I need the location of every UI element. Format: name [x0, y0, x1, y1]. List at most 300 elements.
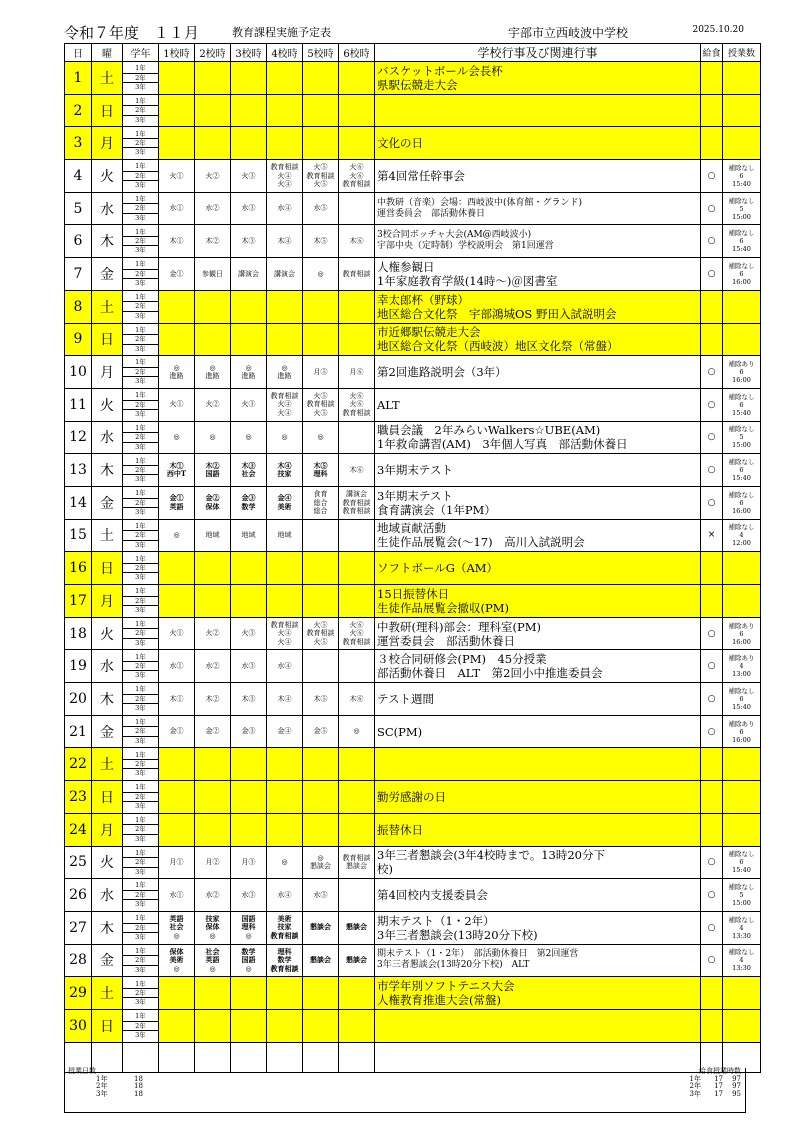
meal-cell [701, 62, 723, 95]
grade-label: 3年 [123, 474, 158, 483]
grade-cell [123, 617, 159, 650]
classes-cell [723, 290, 761, 323]
classes-cell [723, 454, 761, 487]
meal-cell: ○ [701, 421, 723, 454]
grade-cell [123, 519, 159, 552]
grade-label: 3年 [123, 965, 158, 974]
meal-cell: ○ [701, 225, 723, 258]
period-text: 火⑤ [313, 163, 328, 172]
footer-total-row: 1年 17 97 [689, 1074, 741, 1083]
weekday-cell: 金 [92, 944, 123, 977]
event-line: SC(PM) [377, 724, 423, 739]
period-cell [231, 323, 267, 356]
period-cell [267, 879, 303, 912]
table-row [65, 62, 761, 95]
period-text: 火① [169, 171, 184, 180]
period-cell [231, 911, 267, 944]
period-cell [195, 258, 231, 291]
footer-day-count: 3年 18 [96, 1089, 143, 1098]
weekday-cell: 土 [92, 748, 123, 781]
event-line: 1年救命講習(AM) 3年個人写真 部活動休養日 [377, 437, 628, 452]
event-line: 生徒作品展覧会撤収(PM) [377, 600, 509, 615]
period-text: 火⑥ [349, 391, 364, 400]
period-cell [159, 454, 195, 487]
footer-right-head: 給食授業時数 [699, 1067, 741, 1075]
period-cell [303, 258, 339, 291]
period-cell [339, 650, 375, 683]
period-cell [267, 617, 303, 650]
period-text: 木③ [241, 237, 256, 246]
events-cell [375, 225, 701, 258]
period-cell [159, 813, 195, 846]
table-row [65, 388, 761, 421]
weekday-cell: 土 [92, 519, 123, 552]
period-cell [267, 62, 303, 95]
event-line: 期末テスト（1・2年） 部活動休養日 第2回運営 [377, 949, 579, 960]
period-cell [195, 552, 231, 585]
table-row [65, 454, 761, 487]
period-text: ◎ [245, 930, 252, 940]
period-cell [231, 225, 267, 258]
period-text: 火⑤ [313, 408, 328, 417]
period-text: 火⑤ [313, 637, 328, 646]
period-cell [159, 552, 195, 585]
weekday-cell: 月 [92, 813, 123, 846]
period-cell [159, 846, 195, 879]
period-cell [195, 290, 231, 323]
events-cell [375, 977, 701, 1010]
classes-cell [723, 552, 761, 585]
period-cell [231, 748, 267, 781]
grade-label: 1年 [135, 816, 146, 825]
meal-cell: ○ [701, 160, 723, 193]
grade-label: 2年 [123, 988, 158, 997]
period-cell [339, 617, 375, 650]
period-text: 数学 [277, 955, 292, 965]
period-text: 保体 [205, 922, 220, 932]
table-row [65, 258, 761, 291]
period-text: 金④ [277, 727, 292, 736]
weekday-cell: 火 [92, 617, 123, 650]
grade-cell [123, 323, 159, 356]
period-text: 月⑥ [349, 367, 364, 376]
period-cell [267, 323, 303, 356]
period-cell [159, 356, 195, 389]
period-cell [231, 650, 267, 683]
event-line: 15日振替休日 [377, 586, 450, 601]
day-cell: 27 [65, 911, 92, 944]
period-text: 火③ [241, 171, 256, 180]
grade-label: 3年 [123, 932, 158, 941]
period-text: ◎ [281, 858, 288, 867]
period-text: 木⑤ [313, 460, 328, 470]
period-cell [303, 748, 339, 781]
meal-cell: ○ [701, 683, 723, 716]
classes-cell [723, 323, 761, 356]
period-cell [231, 715, 267, 748]
period-cell [303, 552, 339, 585]
grade-label: 3年 [123, 801, 158, 810]
classes-text: 5 [739, 891, 744, 900]
grade-cell [123, 1009, 159, 1042]
event-line: 人権教育推進大会(常盤) [377, 993, 501, 1008]
period-cell [303, 911, 339, 944]
events-cell [375, 813, 701, 846]
period-text: 教育相談 [342, 498, 371, 507]
grade-label: 1年 [135, 914, 146, 923]
day-cell: 7 [65, 258, 92, 291]
period-cell [303, 94, 339, 127]
period-text: 水④ [277, 661, 292, 670]
grade-label: 3年 [123, 572, 158, 581]
period-cell [159, 62, 195, 95]
weekday-cell: 日 [92, 94, 123, 127]
grade-label: 1年 [135, 456, 146, 465]
grade-cell [123, 911, 159, 944]
period-text: ◎ [245, 433, 252, 442]
events-cell [375, 160, 701, 193]
period-text: 理科 [277, 946, 292, 956]
period-cell [231, 585, 267, 618]
weekday-cell: 日 [92, 1009, 123, 1042]
grade-label: 1年 [135, 619, 146, 628]
period-text: ◎ [209, 930, 216, 940]
period-cell [339, 94, 375, 127]
period-text: 進路 [205, 372, 220, 381]
table-row [65, 683, 761, 716]
period-cell [339, 62, 375, 95]
period-cell [303, 617, 339, 650]
grade-label: 2年 [123, 890, 158, 899]
meal-cell: ○ [701, 715, 723, 748]
period-cell [159, 225, 195, 258]
classes-text: 15:40 [732, 179, 751, 188]
period-cell [339, 585, 375, 618]
events-cell [375, 552, 701, 585]
table-row [65, 748, 761, 781]
classes-text: 補除なし [728, 915, 755, 924]
period-cell [231, 552, 267, 585]
period-text: 総合 [313, 498, 328, 507]
classes-text: 15:00 [732, 899, 751, 908]
col-period-2: 2校時 [195, 44, 231, 62]
period-cell [303, 454, 339, 487]
period-cell [303, 650, 339, 683]
period-cell [267, 519, 303, 552]
event-line: 勤労感謝の日 [377, 789, 446, 804]
grade-label: 3年 [123, 278, 158, 287]
meal-cell: ○ [701, 879, 723, 912]
period-text: ◎ [209, 433, 216, 442]
period-cell [159, 160, 195, 193]
grade-label: 3年 [123, 638, 158, 647]
meal-cell [701, 748, 723, 781]
weekday-cell: 土 [92, 62, 123, 95]
period-cell [339, 846, 375, 879]
event-line: 3年三者懇談会(13時20分下校) [377, 927, 538, 942]
period-cell [159, 650, 195, 683]
grade-label: 1年 [135, 1012, 146, 1021]
period-text: 進路 [169, 372, 184, 381]
period-cell [231, 486, 267, 519]
grade-label: 2年 [123, 661, 158, 670]
grade-label: 2年 [123, 628, 158, 637]
classes-cell [723, 225, 761, 258]
col-period-3: 3校時 [231, 44, 267, 62]
weekday-cell: 金 [92, 715, 123, 748]
table-row [65, 813, 761, 846]
period-cell [303, 585, 339, 618]
period-cell [339, 192, 375, 225]
period-cell [303, 977, 339, 1010]
footer-summary [64, 1068, 746, 1113]
period-text: ◎ [245, 363, 252, 372]
period-text: 国語 [205, 469, 220, 479]
period-cell [159, 879, 195, 912]
events-cell [375, 127, 701, 160]
classes-cell [723, 585, 761, 618]
period-text: 進路 [241, 372, 256, 381]
meal-cell [701, 813, 723, 846]
table-row [65, 421, 761, 454]
period-cell [195, 1009, 231, 1042]
day-cell: 11 [65, 388, 92, 421]
events-cell [375, 650, 701, 683]
period-text: 教育相談 [342, 180, 371, 189]
event-line: 地域貢献活動 [377, 521, 446, 536]
period-text: 水④ [277, 204, 292, 213]
table-row [65, 977, 761, 1010]
classes-text: 15:40 [732, 474, 751, 483]
grade-label: 2年 [123, 792, 158, 801]
period-text: 火⑥ [349, 629, 364, 638]
footer-label: 授業日数 [68, 1067, 96, 1075]
period-cell [339, 225, 375, 258]
period-text: ◎ [245, 963, 252, 973]
table-header-row [65, 44, 761, 62]
weekday-cell: 水 [92, 650, 123, 683]
period-text: 教育相談 [342, 507, 371, 516]
period-cell [231, 160, 267, 193]
period-text: 水② [205, 661, 220, 670]
period-cell [339, 911, 375, 944]
period-cell [231, 127, 267, 160]
period-cell [267, 356, 303, 389]
events-cell [375, 683, 701, 716]
grade-cell [123, 683, 159, 716]
period-cell [195, 944, 231, 977]
classes-cell [723, 62, 761, 95]
period-cell [231, 781, 267, 814]
event-line: 第4回常任幹事会 [377, 168, 465, 183]
events-cell [375, 388, 701, 421]
period-text: 木⑥ [349, 694, 364, 703]
period-cell [195, 977, 231, 1010]
classes-cell [723, 617, 761, 650]
period-cell [303, 356, 339, 389]
period-cell [195, 454, 231, 487]
day-cell: 14 [65, 486, 92, 519]
classes-text: 6 [739, 498, 744, 507]
grade-label: 2年 [123, 596, 158, 605]
period-text: 技家 [277, 922, 292, 932]
grade-cell [123, 944, 159, 977]
period-text: 火① [169, 400, 184, 409]
table-row [65, 1009, 761, 1042]
period-text: ◎ [173, 363, 180, 372]
period-cell [303, 62, 339, 95]
event-line: 3年期末テスト [377, 488, 453, 503]
period-cell [159, 192, 195, 225]
period-cell [195, 585, 231, 618]
meal-cell [701, 781, 723, 814]
grade-label: 2年 [123, 367, 158, 376]
classes-cell [723, 356, 761, 389]
period-cell [231, 192, 267, 225]
period-cell [339, 290, 375, 323]
classes-text: 4 [739, 923, 744, 932]
period-cell [267, 486, 303, 519]
period-cell [231, 617, 267, 650]
classes-text: 補除なし [728, 883, 755, 892]
period-cell [159, 585, 195, 618]
period-cell [195, 715, 231, 748]
classes-text: 6 [739, 400, 744, 409]
grade-label: 1年 [135, 652, 146, 661]
grade-label: 1年 [135, 881, 146, 890]
period-text: 火④ [277, 400, 292, 409]
classes-cell [723, 519, 761, 552]
period-text: 技家 [277, 469, 292, 479]
period-text: 金⑤ [313, 727, 328, 736]
grade-cell [123, 748, 159, 781]
meal-cell [701, 323, 723, 356]
period-cell [195, 683, 231, 716]
event-line: 運営委員会 部活動休養日 [377, 633, 515, 648]
event-line: 職員会議 2年みらいWalkers☆UBE(AM) [377, 423, 601, 438]
period-cell [159, 977, 195, 1010]
period-cell [159, 683, 195, 716]
period-cell [303, 290, 339, 323]
period-text: 火⑥ [349, 171, 364, 180]
grade-label: 3年 [123, 899, 158, 908]
weekday-cell: 日 [92, 552, 123, 585]
footer-days [68, 1068, 143, 1098]
day-cell: 18 [65, 617, 92, 650]
grade-label: 3年 [123, 147, 158, 156]
classes-text: 15:40 [732, 702, 751, 711]
event-line: 第2回進路説明会（3年） [377, 365, 507, 380]
grade-label: 3年 [123, 344, 158, 353]
period-text: 教育相談 [306, 400, 335, 409]
classes-text: 16:00 [732, 376, 751, 385]
period-cell [339, 715, 375, 748]
period-cell [231, 454, 267, 487]
grade-label: 2年 [123, 301, 158, 310]
period-text: 国語 [241, 955, 256, 965]
period-text: 社会 [241, 469, 256, 479]
period-text: 木② [205, 237, 220, 246]
period-text: 講演会 [274, 269, 295, 278]
table-row [65, 225, 761, 258]
event-line: 3校合同ボッチャ大会(AM@西岐波小) [377, 230, 532, 241]
period-text: 木③ [241, 460, 256, 470]
period-cell [195, 421, 231, 454]
day-cell: 2 [65, 94, 92, 127]
event-line: 地区総合文化祭 宇部鴻城OS 野田入試説明会 [377, 306, 617, 321]
classes-cell [723, 94, 761, 127]
period-cell [339, 356, 375, 389]
schedule-table [64, 43, 761, 1073]
table-row [65, 617, 761, 650]
events-cell [375, 356, 701, 389]
event-line: 校) [377, 862, 393, 877]
classes-cell [723, 258, 761, 291]
day-cell: 12 [65, 421, 92, 454]
event-line: 期末テスト（1・2年） [377, 913, 495, 928]
classes-cell [723, 683, 761, 716]
grade-label: 1年 [135, 783, 146, 792]
classes-text: 6 [739, 171, 744, 180]
grade-label: 1年 [135, 521, 146, 530]
period-text: 木⑥ [349, 465, 364, 474]
classes-cell [723, 813, 761, 846]
period-text: 講演会 [238, 269, 259, 278]
events-cell [375, 715, 701, 748]
period-text: 金③ [241, 493, 256, 503]
classes-text: 補除なし [728, 850, 755, 859]
day-cell: 1 [65, 62, 92, 95]
period-text: 西中T [166, 469, 187, 479]
period-cell [339, 519, 375, 552]
period-text: 教育相談 [342, 408, 371, 417]
period-cell [303, 846, 339, 879]
period-cell [159, 781, 195, 814]
classes-text: 6 [739, 466, 744, 475]
period-text: 火④ [277, 408, 292, 417]
classes-cell [723, 421, 761, 454]
document-header [64, 22, 744, 42]
period-text: 理科 [313, 469, 328, 479]
period-cell [267, 94, 303, 127]
document-subtitle: 教育課程実施予定表 [232, 26, 331, 39]
grade-label: 2年 [123, 432, 158, 441]
events-cell [375, 519, 701, 552]
day-cell: 20 [65, 683, 92, 716]
day-cell: 5 [65, 192, 92, 225]
period-cell [267, 454, 303, 487]
meal-cell: × [701, 519, 723, 552]
period-cell [195, 356, 231, 389]
event-line: ALT [377, 397, 400, 412]
meal-cell: ○ [701, 944, 723, 977]
period-text: 木① [169, 460, 184, 470]
period-cell [195, 781, 231, 814]
day-cell: 22 [65, 748, 92, 781]
period-text: 火⑤ [313, 180, 328, 189]
events-cell [375, 192, 701, 225]
period-cell [159, 323, 195, 356]
period-text: 木② [205, 694, 220, 703]
period-text: 金② [205, 493, 220, 503]
footer-total-row: 3年 17 95 [689, 1089, 741, 1098]
event-line: 県駅伝競走大会 [377, 77, 458, 92]
grade-label: 2年 [123, 824, 158, 833]
period-text: ◎ [317, 433, 324, 442]
table-row [65, 911, 761, 944]
grade-cell [123, 879, 159, 912]
weekday-cell: 木 [92, 454, 123, 487]
